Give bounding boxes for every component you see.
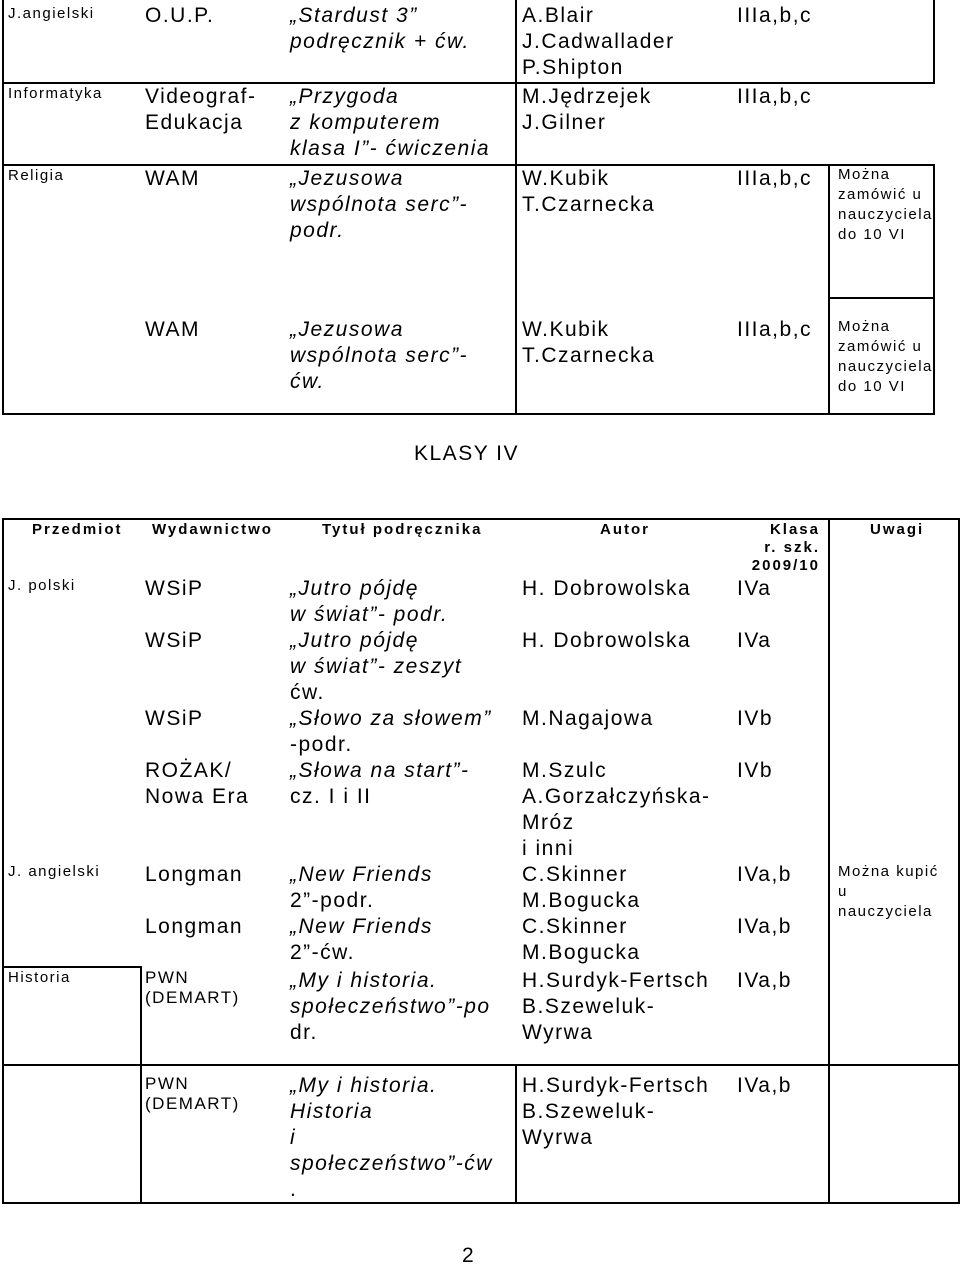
- author-cell: C.Skinner M.Bogucka: [522, 915, 641, 964]
- grid-line: [515, 0, 517, 415]
- class-cell: IIIa,b,c: [737, 318, 813, 341]
- subject-cell: Informatyka: [8, 85, 103, 102]
- title-cell: „Jezusowa wspólnota serc”- ćw.: [290, 318, 469, 393]
- title-cell: „Stardust 3” podręcznik + ćw.: [290, 4, 470, 53]
- subject-cell: J.angielski: [8, 5, 95, 22]
- author-cell: M.Szulc A.Gorzałczyńska- Mróz i inni: [522, 759, 711, 860]
- note-cell: Można zamówić u nauczyciela do 10 VI: [838, 166, 933, 243]
- author-cell: C.Skinner M.Bogucka: [522, 863, 641, 912]
- grid-line: [2, 518, 960, 520]
- title-cell: „My i historia. Historia i społeczeństwo”-ćw .: [290, 1074, 493, 1201]
- publisher-cell: ROŻAK/ Nowa Era: [145, 759, 250, 808]
- grid-line: [828, 297, 935, 299]
- title-cell: „My i historia. społeczeństwo”-po dr.: [290, 969, 491, 1044]
- grid-line: [828, 518, 830, 1204]
- title-cell: „Słowa na start”- cz. I i II: [290, 759, 470, 808]
- publisher-cell: WAM: [145, 318, 201, 341]
- author-cell: W.Kubik T.Czarnecka: [522, 167, 656, 216]
- title-cell: „Jezusowa wspólnota serc”- podr.: [290, 167, 469, 242]
- author-cell: H.Surdyk-Fertsch B.Szeweluk- Wyrwa: [522, 1074, 710, 1149]
- grid-line: [2, 1064, 960, 1066]
- author-cell: H. Dobrowolska: [522, 577, 692, 600]
- grid-line: [140, 966, 142, 1204]
- header-subject: Przedmiot: [32, 521, 123, 538]
- class-cell: IVa,b: [737, 969, 792, 992]
- subject-cell: Historia: [8, 969, 71, 986]
- class-cell: IIIa,b,c: [737, 85, 813, 108]
- publisher-cell: O.U.P.: [145, 4, 215, 27]
- header-title: Tytuł podręcznika: [322, 521, 483, 538]
- author-cell: H.Surdyk-Fertsch B.Szeweluk- Wyrwa: [522, 969, 710, 1044]
- author-cell: H. Dobrowolska: [522, 629, 692, 652]
- subject-cell: Religia: [8, 167, 65, 184]
- author-cell: A.Blair J.Cadwallader P.Shipton: [522, 4, 675, 79]
- title-cell: „New Friends 2”-ćw.: [290, 915, 433, 964]
- publisher-cell: WSiP: [145, 577, 204, 600]
- grid-line: [2, 413, 935, 415]
- class-cell: IIIa,b,c: [737, 167, 813, 190]
- class-cell: IVa,b: [737, 863, 792, 886]
- grid-line: [933, 0, 935, 83]
- grid-line: [515, 1064, 517, 1204]
- title-cell: „Przygoda z komputerem klasa I”- ćwiczenia: [290, 85, 491, 160]
- note-cell: Można zamówić u nauczyciela do 10 VI: [838, 318, 933, 395]
- title-cell: „Jutro pójdę w świat”- podr.: [290, 577, 449, 626]
- subject-cell: J. polski: [8, 577, 76, 594]
- title-cell: „Jutro pójdę w świat”- zeszyt ćw.: [290, 629, 463, 704]
- publisher-cell: Longman: [145, 915, 244, 938]
- class-cell: IIIa,b,c: [737, 4, 813, 27]
- header-class: Klasa r. szk. 2009/10: [751, 521, 820, 574]
- publisher-cell: Videograf- Edukacja: [145, 85, 257, 134]
- grid-line: [828, 164, 830, 415]
- class-cell: IVb: [737, 707, 774, 730]
- class-cell: IVa: [737, 577, 772, 600]
- page-number: 2: [462, 1244, 476, 1267]
- header-author: Autor: [600, 521, 650, 538]
- publisher-cell: WSiP: [145, 707, 204, 730]
- grid-line: [2, 518, 4, 1204]
- title-cell: „New Friends 2”-podr.: [290, 863, 433, 912]
- grid-line: [933, 164, 935, 415]
- author-cell: M.Jędrzejek J.Gilner: [522, 85, 652, 134]
- publisher-cell: Longman: [145, 863, 244, 886]
- class-cell: IVa: [737, 629, 772, 652]
- publisher-cell: PWN (DEMART): [145, 968, 240, 1007]
- section-title: KLASY IV: [414, 442, 520, 465]
- grid-line: [2, 0, 4, 415]
- class-cell: IVa,b: [737, 1074, 792, 1097]
- publisher-cell: WAM: [145, 167, 201, 190]
- subject-cell: J. angielski: [8, 863, 101, 880]
- class-cell: IVb: [737, 759, 774, 782]
- header-note: Uwagi: [870, 521, 925, 538]
- author-cell: M.Nagajowa: [522, 707, 654, 730]
- note-cell: Można kupić u nauczyciela: [838, 863, 939, 920]
- class-cell: IVa,b: [737, 915, 792, 938]
- publisher-cell: WSiP: [145, 629, 204, 652]
- author-cell: W.Kubik T.Czarnecka: [522, 318, 656, 367]
- publisher-cell: PWN (DEMART): [145, 1074, 240, 1113]
- header-publisher: Wydawnictwo: [152, 521, 273, 538]
- title-cell: „Słowo za słowem” -podr.: [290, 707, 492, 756]
